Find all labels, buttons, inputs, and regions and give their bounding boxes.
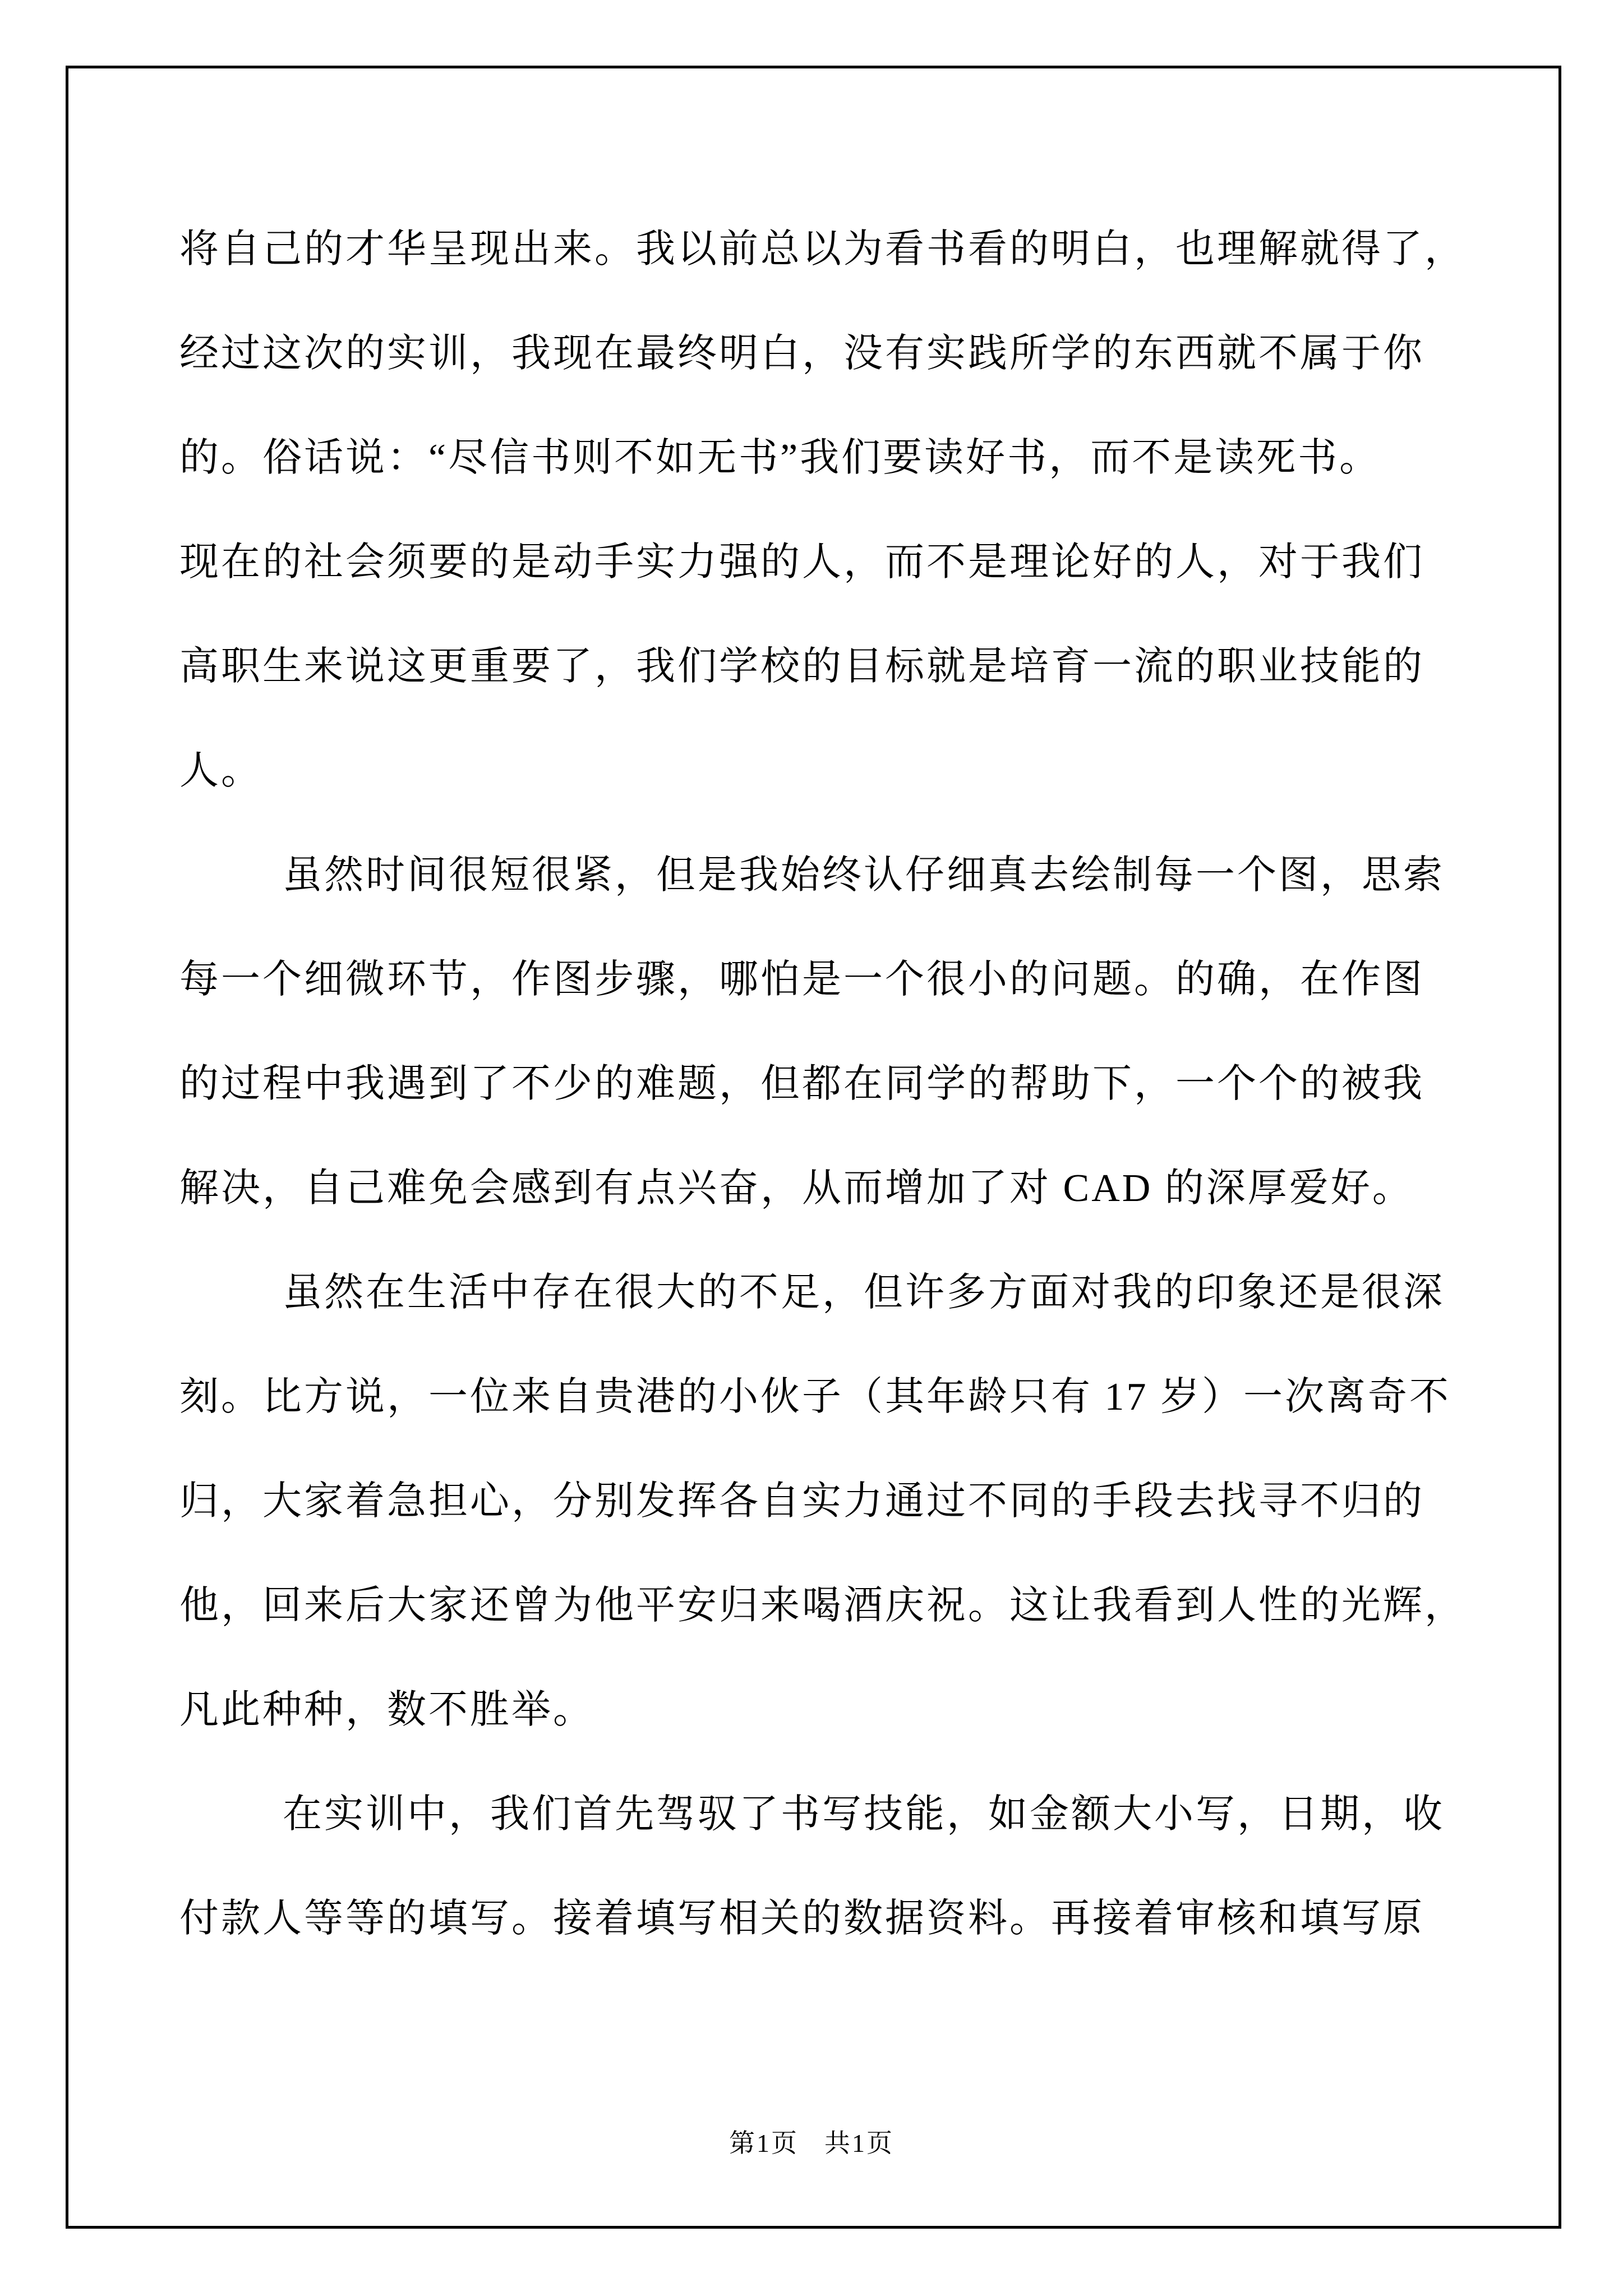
text-line: 在实训中，我们首先驾驭了书写技能，如金额大小写，日期，收 [283,1793,1445,1836]
text-line: 的。俗话说：“尽信书则不如无书”我们要读好书，而不是读死书。 [179,436,1381,480]
text-line: 刻。比方说，一位来自贵港的小伙子（其年龄只有 17 岁）一次离奇不 [179,1375,1451,1419]
text-line: 他，回来后大家还曾为他平安归来喝酒庆祝。这让我看到人性的光辉， [179,1584,1466,1627]
document-body [179,197,1466,1971]
text-line: 经过这次的实训，我现在最终明白，没有实践所学的东西就不属于你 [179,332,1424,375]
text-line: 现在的社会须要的是动手实力强的人，而不是理论好的人，对于我们 [179,541,1424,584]
text-line: 虽然在生活中存在很大的不足，但许多方面对我的印象还是很深 [283,1271,1445,1314]
text-line: 凡此种种，数不胜举。 [179,1688,594,1732]
page-footer [0,2118,1623,2169]
text-line: 将自己的才华呈现出来。我以前总以为看书看的明白，也理解就得了， [179,228,1466,271]
text-line: 高职生来说这更重要了，我们学校的目标就是培育一流的职业技能的 [179,645,1424,688]
footer-total-pages: 共1页 [824,2129,894,2157]
text-line: 付款人等等的填写。接着填写相关的数据资料。再接着审核和填写原 [179,1897,1424,1940]
text-line: 虽然时间很短很紧，但是我始终认仔细真去绘制每一个图，思索 [283,854,1445,897]
text-line: 人。 [179,749,262,793]
text-line: 每一个细微环节，作图步骤，哪怕是一个很小的问题。的确，在作图 [179,958,1424,1001]
text-line: 归，大家着急担心，分别发挥各自实力通过不同的手段去找寻不归的 [179,1480,1424,1523]
footer-page-number: 第1页 [729,2129,799,2157]
text-line: 解决，自己难免会感到有点兴奋，从而增加了对 CAD 的深厚爱好。 [179,1167,1414,1210]
text-line: 的过程中我遇到了不少的难题，但都在同学的帮助下，一个个的被我 [179,1062,1424,1106]
